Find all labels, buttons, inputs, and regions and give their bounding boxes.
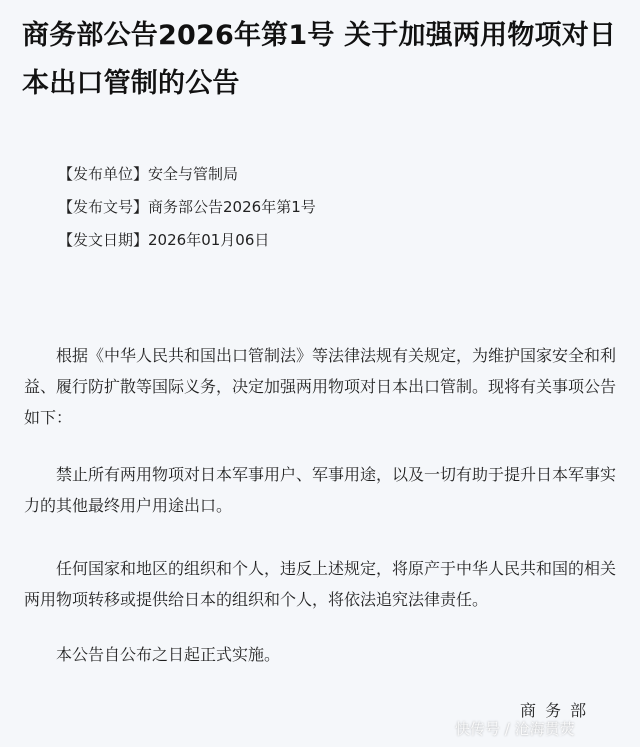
meta-row-issue-date (58, 224, 316, 257)
meta-row-issuing-unit (58, 158, 316, 191)
meta-label: 【发布文号】 (58, 198, 149, 216)
announcement-body (24, 340, 620, 698)
meta-label: 【发文日期】 (58, 231, 149, 249)
meta-value: 2026年01月06日 (148, 231, 270, 249)
meta-value: 商务部公告2026年第1号 (148, 198, 316, 216)
body-paragraph: 本公告自公布之日起正式实施。 (56, 645, 281, 664)
signature: 商 务 部 (520, 701, 589, 720)
meta-value: 安全与管制局 (148, 165, 239, 183)
meta-label: 【发布单位】 (58, 165, 149, 183)
page-title: 商务部公告2026年第1号 关于加强两用物项对日本出口管制的公告 (22, 20, 617, 99)
body-paragraph: 任何国家和地区的组织和个人，违反上述规定，将原产于中华人民共和国的相关两用物项转移或提供给日本的组织和个人，将依法追究法律责任。 (24, 559, 617, 609)
metadata-block (58, 158, 316, 257)
meta-row-document-number (58, 191, 316, 224)
body-paragraph: 禁止所有两用物项对日本军事用户、军事用途，以及一切有助于提升日本军事实力的其他最终用户用途出口。 (24, 465, 617, 515)
watermark: 快传号 / 沧海贯荧 (455, 720, 575, 738)
body-paragraph: 根据《中华人民共和国出口管制法》等法律法规有关规定，为维护国家安全和利益、履行防扩散等国际义务，决定加强两用物项对日本出口管制。现将有关事项公告如下： (24, 346, 617, 427)
